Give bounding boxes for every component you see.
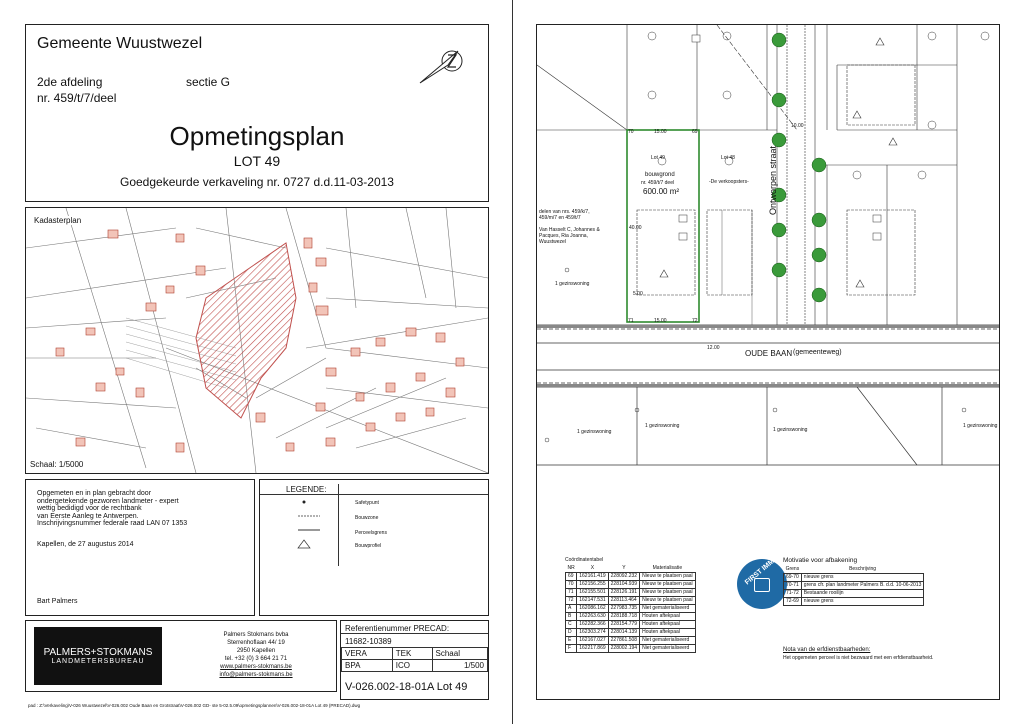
reference-table xyxy=(341,647,488,672)
cell: Niet gematerialiseerd xyxy=(640,637,696,645)
table-row xyxy=(784,574,924,582)
company-street: Sterrenhoflaan 44/ 19 xyxy=(227,640,285,646)
statement-line: ondergetekende gezworen landmeter - expert xyxy=(37,497,179,505)
cell: 70-71 xyxy=(784,582,802,590)
legend-hline xyxy=(260,494,488,495)
dim-label: 10.00 xyxy=(791,123,804,129)
cell: 69-70 xyxy=(784,574,802,582)
cell: A xyxy=(566,605,577,613)
cell: 72-69 xyxy=(784,598,802,606)
table-row xyxy=(566,581,696,589)
lot-48-label: Lot 48 xyxy=(721,155,735,161)
cadastral-map-label: Kadasterplan xyxy=(34,216,82,225)
ref-header: VERA xyxy=(342,648,393,660)
plan-frame xyxy=(536,24,1000,700)
owner-line: 459/m/7 en 459/t/7 xyxy=(539,215,581,221)
cell: Niet gematerialiseerd xyxy=(640,645,696,653)
section: sectie G xyxy=(186,75,231,89)
north-arrow-icon xyxy=(418,43,468,85)
cell: 228113.464 xyxy=(608,597,639,605)
motivation-header: Grens xyxy=(785,566,800,572)
cell: 162161.419 xyxy=(577,573,608,581)
cell: 228126.191 xyxy=(608,589,639,597)
cell: 228002.194 xyxy=(608,645,639,653)
cell: 72 xyxy=(566,597,577,605)
notes-title: Nota van de erfdienstbaarheden: xyxy=(783,647,871,653)
lot-49-use: bouwgrond xyxy=(645,172,675,178)
point-label: 70 xyxy=(628,129,634,135)
cell: 162167.027 xyxy=(577,637,608,645)
cell: Nieuw te plaatsen paal xyxy=(640,597,696,605)
cell: 227861.508 xyxy=(608,637,639,645)
legend-rule xyxy=(338,484,339,566)
dwelling-label: 1 gezinswoning xyxy=(645,423,680,429)
cell: 162263.630 xyxy=(577,613,608,621)
company-web[interactable]: www.palmers-stokmans.be xyxy=(220,664,292,670)
cell: Nieuw te plaatsen paal xyxy=(640,581,696,589)
municipality: Gemeente Wuustwezel xyxy=(37,35,203,52)
table-row xyxy=(566,629,696,637)
owner-line: Wuustwezel xyxy=(539,239,566,245)
table-row xyxy=(784,590,924,598)
motivation-title: Motivatie voor afbakening xyxy=(783,557,858,564)
division: 2de afdeling xyxy=(37,75,103,89)
house-icon xyxy=(754,578,770,592)
reference-number: 11682-10389 xyxy=(345,637,392,646)
cell: D xyxy=(566,629,577,637)
cell: 228092.232 xyxy=(608,573,639,581)
cadastral-map-scale: Schaal: 1/5000 xyxy=(30,460,84,469)
owner-note xyxy=(539,209,600,245)
plan-title: Opmetingsplan xyxy=(169,121,345,151)
reference-hline xyxy=(341,633,488,634)
cadastral-map-drawing xyxy=(26,208,488,473)
point-label: 69 xyxy=(692,129,698,135)
street-main-label: OUDE BAAN xyxy=(745,349,793,358)
page-divider xyxy=(512,0,513,724)
ref-header: Schaal xyxy=(432,648,487,660)
cell: 228104.939 xyxy=(608,581,639,589)
owner-line: Pacques, Ria Joanna, xyxy=(539,233,588,239)
dim-label: 40.00 xyxy=(629,225,642,231)
cell: nieuwe grens xyxy=(801,574,924,582)
ref-value: ICO xyxy=(392,660,432,672)
point-label: 71 xyxy=(628,318,634,324)
cell: Houten aftekpaal xyxy=(640,629,696,637)
legend-item: Bouwprofiel xyxy=(355,543,382,549)
dwelling-label: 1 gezinswoning xyxy=(577,429,612,435)
coord-header: X xyxy=(590,565,595,571)
reference-label: Referentienummer PRECAD: xyxy=(345,624,450,633)
cadastral-map xyxy=(25,207,489,474)
company-city: 2950 Kapellen xyxy=(236,648,276,654)
cell: 227983.735 xyxy=(608,605,639,613)
coordinates-body xyxy=(566,573,696,653)
motivation-header: Beschrijving xyxy=(849,566,877,572)
file-path: pad : Z:\Verkaveling\V-026 Wuustwezel\V-026.002 Oude Baan en Grotstraat\V-026.002 GD- ste 5-02.5.09\opmetingsplannen\V-026.002-18-01A Lot 49 (PRECAD).dwg xyxy=(28,703,361,708)
legend-symbols xyxy=(290,498,336,558)
dwelling-label: 1 gezinswoning xyxy=(773,427,808,433)
table-row xyxy=(566,589,696,597)
cell: nieuwe grens xyxy=(801,598,924,606)
place-date: Kapellen, de 27 augustus 2014 xyxy=(37,541,134,548)
dwelling-label: 1 gezinswoning xyxy=(963,423,998,429)
lot-title: LOT 49 xyxy=(233,153,281,169)
signature-name: Bart Palmers xyxy=(37,598,78,605)
cell: 162155.501 xyxy=(577,589,608,597)
cell: 162217.869 xyxy=(577,645,608,653)
table-row xyxy=(784,598,924,606)
drawing-code: V-026.002-18-01A Lot 49 xyxy=(345,681,468,693)
lot-49-area: 600.00 m² xyxy=(643,187,680,196)
cell: 228014.139 xyxy=(608,629,639,637)
lot-49-label: Lot 49 xyxy=(651,155,665,161)
cell: E xyxy=(566,637,577,645)
cell: C xyxy=(566,621,577,629)
table-row xyxy=(566,573,696,581)
ref-header: TEK xyxy=(392,648,432,660)
ref-value: BPA xyxy=(342,660,393,672)
subdivision-area xyxy=(196,243,296,418)
cell: B xyxy=(566,613,577,621)
motivation-table xyxy=(783,566,924,606)
coordinates-title: Coördinatentabel xyxy=(565,557,604,563)
coord-header: NR xyxy=(567,565,575,571)
table-row xyxy=(566,613,696,621)
cell: Houten aftekpaal xyxy=(640,613,696,621)
logo-line-1: PALMERS+STOKMANS xyxy=(43,647,153,658)
cell: 71 xyxy=(566,589,577,597)
street-main-note: (gemeenteweg) xyxy=(793,349,842,356)
lot-49-parcel: nr. 459/t/7 deel xyxy=(641,180,675,186)
legend-block xyxy=(259,479,489,616)
company-email[interactable]: info@palmers-stokmans.be xyxy=(219,672,293,678)
lot-48-note: -De verkoopsters- xyxy=(709,179,749,185)
title-block xyxy=(25,24,489,202)
point-label: 72 xyxy=(692,318,698,324)
cell: grens cfr. plan landmeter Palmers B. d.d. 10-06-2013 xyxy=(801,582,924,590)
cell: 228188.718 xyxy=(608,613,639,621)
surveyor-statement xyxy=(37,490,187,528)
cell: Nieuw te plaatsen paal xyxy=(640,589,696,597)
company-name: Palmers Stokmans bvba xyxy=(223,632,289,638)
table-row xyxy=(566,621,696,629)
table-row xyxy=(566,597,696,605)
cell: 228154.779 xyxy=(608,621,639,629)
dwelling-label: 1 gezinswoning xyxy=(555,281,590,287)
coord-header: Materialisatie xyxy=(652,565,683,571)
cell: Houten aftekpaal xyxy=(640,621,696,629)
dim-label: 15.00 xyxy=(654,318,667,324)
owner-line: Van Hasselt C, Johannes & xyxy=(539,227,600,233)
coord-header: Y xyxy=(622,565,626,571)
cell: Bestaande rooilijn xyxy=(801,590,924,598)
coordinates-table xyxy=(565,565,696,653)
company-block xyxy=(25,620,337,692)
statement-line: Inschrijvingsnummer federale raad LAN 07 1353 xyxy=(37,520,188,527)
cell: 162303.274 xyxy=(577,629,608,637)
legend-item: Bouwzone xyxy=(355,515,379,521)
company-tel: tel. +32 (0) 3 664 21 71 xyxy=(224,656,288,662)
company-info xyxy=(176,631,336,679)
legend-item: Safetypunt xyxy=(355,500,379,506)
dim-label: 5.00 xyxy=(633,291,643,297)
ref-value: 1/500 xyxy=(432,660,487,672)
statement-line: van Eerste Aanleg te Antwerpen. xyxy=(37,512,139,520)
statement-line: Opgemeten en in plan gebracht door xyxy=(37,490,152,497)
street-new-label: Ontworpen straat xyxy=(768,145,778,215)
subdivision: Goedgekeurde verkaveling nr. 0727 d.d.11-03-2013 xyxy=(120,175,394,189)
legend-item: Perceelsgrens xyxy=(355,530,387,536)
cell: 162086.162 xyxy=(577,605,608,613)
table-row xyxy=(566,605,696,613)
cell: F xyxy=(566,645,577,653)
statement-line: wettig bedidigd voor de rechtbank xyxy=(37,505,142,512)
cell: 162282.366 xyxy=(577,621,608,629)
company-logo xyxy=(34,627,162,685)
dim-label: 12.00 xyxy=(707,345,720,351)
cell: Niet gematerialiseerd xyxy=(640,605,696,613)
cell: 71-72 xyxy=(784,590,802,598)
logo-line-2: LANDMETERSBUREAU xyxy=(51,658,145,665)
cell: 69 xyxy=(566,573,577,581)
dim-label: 15.00 xyxy=(654,129,667,135)
table-row xyxy=(566,637,696,645)
cell: 70 xyxy=(566,581,577,589)
owner-line: delen van nrs. 459/k/7, xyxy=(539,209,590,215)
table-row xyxy=(784,582,924,590)
parcel: nr. 459/t/7/deel xyxy=(37,91,117,105)
badge-text: FIRST IMMO xyxy=(743,554,781,587)
first-immo-badge xyxy=(737,554,787,609)
surveyor-block xyxy=(25,479,255,616)
legend-title: LEGENDE: xyxy=(286,485,327,494)
cell: Nieuw te plaatsen paal xyxy=(640,573,696,581)
reference-block xyxy=(340,620,489,700)
cell: 162147.531 xyxy=(577,597,608,605)
table-row xyxy=(566,645,696,653)
cell: 162156.255 xyxy=(577,581,608,589)
notes-text: Het opgemeten perceel is niet bezwaard met een erfdienstbaarheid. xyxy=(783,655,934,661)
